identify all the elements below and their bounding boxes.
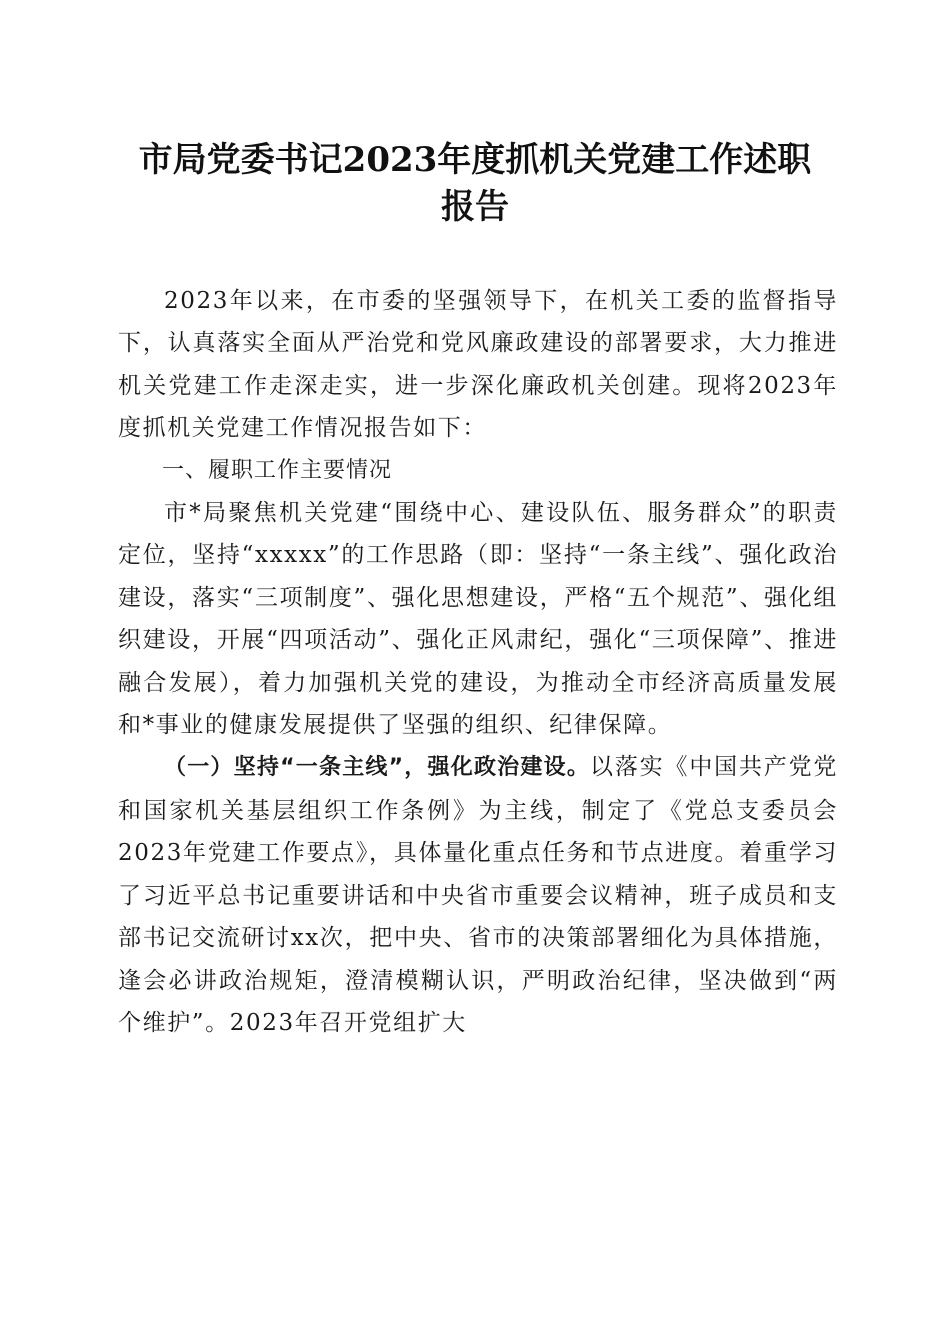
document-title — [0, 137, 950, 231]
subsection-heading-1: （一）坚持“一条主线”，强化政治建设。 — [164, 755, 591, 781]
document-body — [118, 280, 838, 1044]
subsection-1-text: 以落实《中国共产党党和国家机关基层组织工作条例》为主线，制定了《党总支委员会2023年党建工作要点》，具体量化重点任务和节点进度。着重学习了习近平总书记重要讲话和中央省市重要会议精神，班子成员和支部书记交流研讨xx次，把中央、省市的决策部署细化为具体措施，逢会必讲政治规矩，澄清模糊认识，严明政治纪律，坚决做到“两个维护”。2023年召开党组扩大 — [118, 754, 839, 1036]
title-line-2: 报告 — [441, 187, 509, 227]
section-heading-1: 一、履职工作主要情况 — [162, 457, 393, 483]
section-1-paragraph: 市*局聚焦机关党建“围绕中心、建设队伍、服务群众”的职责定位，坚持“xxxxx”的工作思路（即：坚持“一条主线”、强化政治建设，落实“三项制度”、强化思想建设，严格“五个规范”、强化组织建设，开展“四项活动”、强化正风肃纪，强化“三项保障”、推进融合发展），着力加强机关党的建设，为推动全市经济高质量发展和*事业的健康发展提供了坚强的组织、纪律保障。 — [118, 500, 838, 739]
title-line-1: 市局党委书记2023年度抓机关党建工作述职 — [138, 140, 812, 180]
subsection-1-paragraph — [118, 746, 838, 1044]
intro-paragraph: 2023年以来，在市委的坚强领导下，在机关工委的监督指导下，认真落实全面从严治党和党风廉政建设的部署要求，大力推进机关党建工作走深走实，进一步深化廉政机关创建。现将2023年度抓机关党建工作情况报告如下： — [118, 288, 838, 442]
